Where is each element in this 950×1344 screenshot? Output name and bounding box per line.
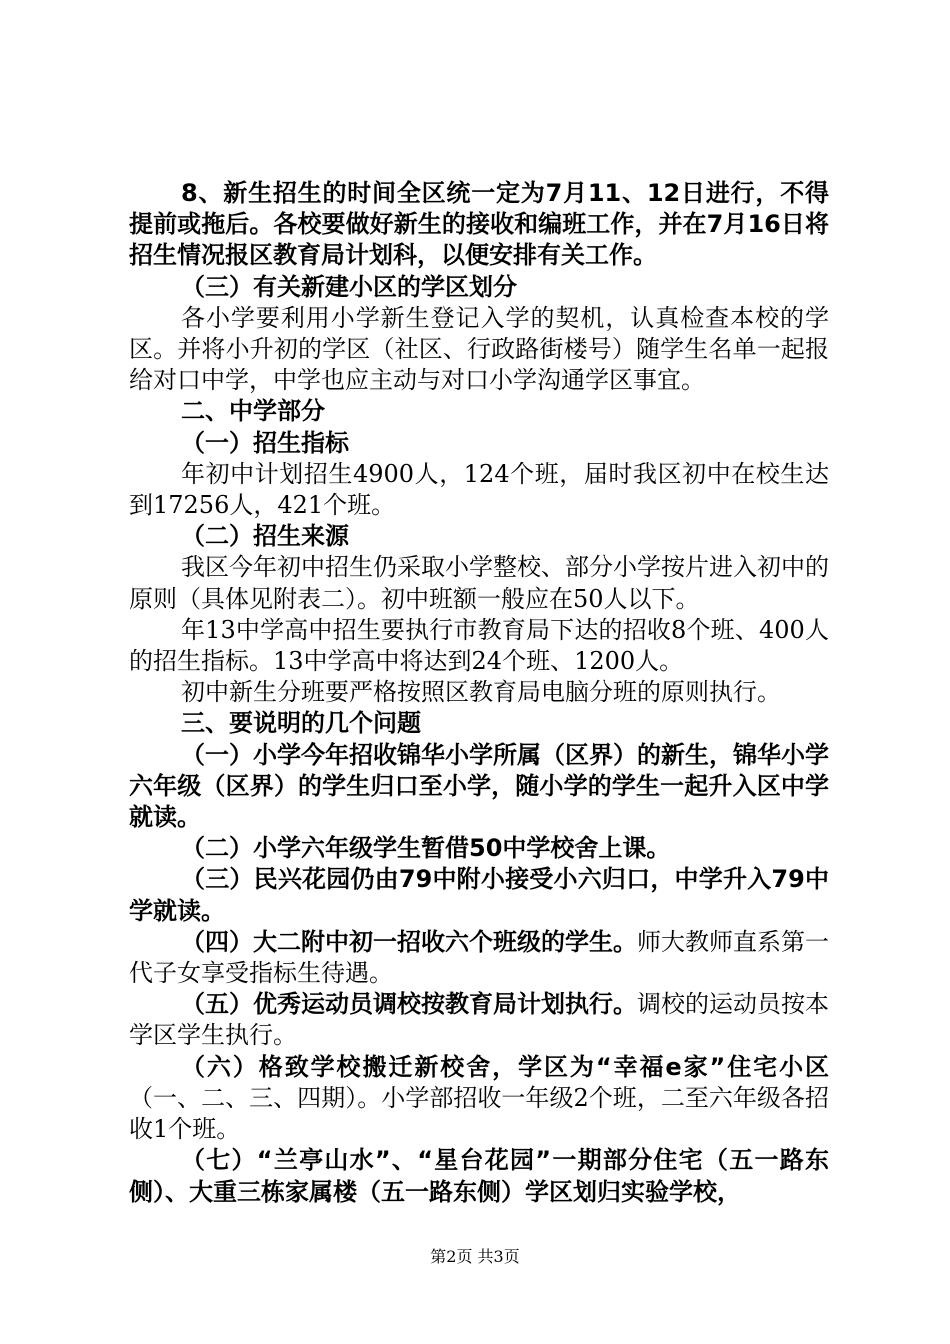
paragraph-16 <box>129 989 829 1051</box>
paragraph-15 <box>129 927 829 989</box>
paragraph-text: 我区今年初中招生仍采取小学整校、部分小学按片进入初中的原则（具体见附表二）。初中班额一般应在50人以下。 <box>129 553 829 613</box>
page-footer: 第2页 共3页 <box>430 1247 520 1266</box>
document-body <box>129 178 829 1208</box>
paragraph-11 <box>129 708 829 739</box>
paragraph-8 <box>129 552 829 614</box>
paragraph-12 <box>129 740 829 834</box>
paragraph-text: 初中新生分班要严格按照区教育局电脑分班的原则执行。 <box>181 678 781 707</box>
paragraph-text: 各小学要利用小学新生登记入学的契机，认真检查本校的学区。并将小升初的学区（社区、行政路街楼号）随学生名单一起报给对口中学，中学也应主动与对口小学沟通学区事宜。 <box>129 303 829 395</box>
paragraph-lead: （一）小学今年招收锦华小学所属（区界）的新生，锦华小学六年级（区界）的学生归口至小学，随小学的学生一起升入区中学就读。 <box>129 740 829 832</box>
section-heading: 二、中学部分 <box>181 397 325 426</box>
paragraph-text: 师大教师直系第一代子女享受指标生待遇。 <box>129 927 829 988</box>
paragraph-6 <box>129 459 829 521</box>
paragraph-4 <box>129 396 829 427</box>
paragraph-10 <box>129 677 829 708</box>
section-heading: （二）招生来源 <box>181 522 349 551</box>
paragraph-text: 年13中学高中招生要执行市教育局下达的招收8个班、400人的招生指标。13中学高中将达到24个班、1200人。 <box>129 615 829 676</box>
paragraph-lead: （三）民兴花园仍由79中附小接受小六归口，中学升入79中学就读。 <box>129 865 829 925</box>
paragraph-9 <box>129 615 829 677</box>
paragraph-text: 调校的运动员按本学区学生执行。 <box>129 990 829 1050</box>
paragraph-lead: （二）小学六年级学生暂借50中学校舍上课。 <box>181 834 671 863</box>
paragraph-text: （一、二、三、四期）。小学部招收一年级2个班，二至六年级各招收1个班。 <box>129 1083 829 1144</box>
paragraph-lead: （七）“兰亭山水”、“星台花园”一期部分住宅（五一路东侧）、大重三栋家属楼（五一路东侧）学区划归实验学校， <box>129 1146 829 1206</box>
paragraph-7 <box>129 521 829 552</box>
paragraph-13 <box>129 833 829 864</box>
paragraph-3 <box>129 303 829 397</box>
paragraph-17 <box>129 1052 829 1146</box>
section-heading: 三、要说明的几个问题 <box>181 709 421 738</box>
paragraph-1 <box>129 178 829 272</box>
section-heading: （一）招生指标 <box>181 428 349 457</box>
paragraph-lead: （六）格致学校搬迁新校舍，学区为“幸福e家”住宅小区 <box>181 1052 829 1081</box>
paragraph-lead: （五）优秀运动员调校按教育局计划执行。 <box>181 990 637 1019</box>
paragraph-18 <box>129 1145 829 1207</box>
section-heading: （三）有关新建小区的学区划分 <box>181 272 517 301</box>
paragraph-lead: （四）大二附中初一招收六个班级的学生。 <box>181 927 637 956</box>
paragraph-5 <box>129 428 829 459</box>
paragraph-14 <box>129 864 829 926</box>
paragraph-2 <box>129 272 829 303</box>
paragraph-lead: 8、新生招生的时间全区统一定为7月11、12日进行，不得提前或拖后。各校要做好新生的接收和编班工作，并在7月16日将招生情况报区教育局计划科，以便安排有关工作。 <box>129 179 829 270</box>
paragraph-text: 年初中计划招生4900人，124个班，届时我区初中在校生达到17256人，421个班。 <box>129 459 829 520</box>
